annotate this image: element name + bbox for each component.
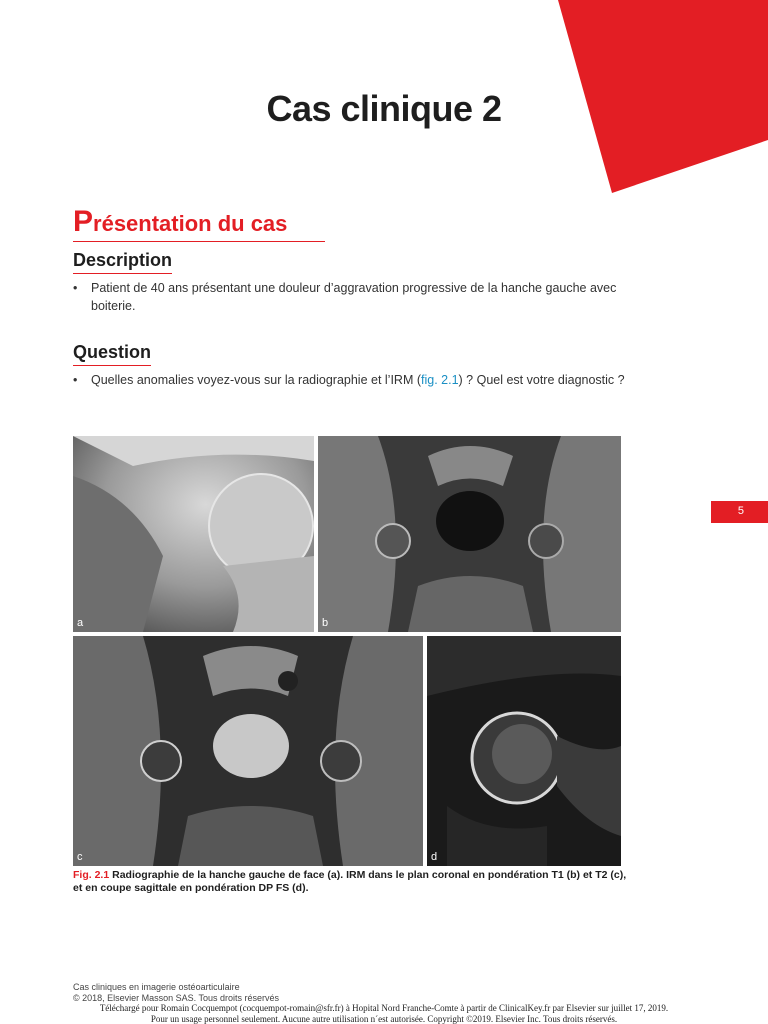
figure-caption-ref: Fig. 2.1 [73, 869, 110, 881]
book-footer [73, 982, 279, 1004]
panel-label-c: c [77, 851, 83, 863]
footer-book-title: Cas cliniques en imagerie ostéoarticulaire [73, 982, 240, 992]
question-heading: Question [73, 342, 151, 366]
panel-label-b: b [322, 617, 329, 629]
section-heading-initial: P [73, 205, 94, 238]
section-heading-rest: résentation du cas [93, 211, 288, 236]
figure-panel-a [73, 436, 314, 632]
question-bullet [73, 371, 633, 389]
page-number-tab [711, 501, 768, 523]
download-notice-line1: Téléchargé pour Romain Cocquempot (cocquempot-romain@sfr.fr) à Hopital Nord Franche-Comte à partir de ClinicalKey.fr par Elsevier sur juillet 17, 2019. [99, 1003, 669, 1013]
sagittal-dp-fs-mri-image [427, 636, 621, 866]
figure-panel-d [427, 636, 621, 866]
bullet-dot: • [73, 281, 78, 295]
footer-copyright: © 2018, Elsevier Masson SAS. Tous droits réservés [73, 993, 280, 1003]
panel-label-a: a [77, 617, 84, 629]
coronal-t1-mri-image [318, 436, 621, 632]
description-text: Patient de 40 ans présentant une douleur d’aggravation progressive de la hanche gauche avec boiterie. [91, 281, 617, 313]
figure-link[interactable]: fig. 2.1 [421, 373, 459, 387]
hip-radiograph-image [73, 436, 314, 632]
figure-panel-b [318, 436, 621, 632]
page-title: Cas clinique 2 [266, 88, 502, 129]
question-text-start: Quelles anomalies voyez-vous sur la radiographie et l’IRM ( [91, 373, 422, 387]
question-text [91, 371, 633, 389]
description-bullet [73, 279, 633, 315]
page-number: 5 [737, 505, 744, 517]
coronal-t2-mri-image [73, 636, 423, 866]
bullet-dot: • [73, 373, 78, 387]
figure-panel-c [73, 636, 423, 866]
question-text-end: ) ? Quel est votre diagnostic ? [458, 373, 625, 387]
figure-caption-text: Radiographie de la hanche gauche de face (a). IRM dans le plan coronal en pondération T1 (b) et T2 (c), et en coupe sagittale en pondération DP FS (d). [73, 869, 627, 894]
description-heading: Description [73, 250, 172, 274]
download-notice [0, 1003, 768, 1024]
download-notice-line2: Pour un usage personnel seulement. Aucune autre utilisation n´est autorisée. Copyright ©2019. Elsevier Inc. Tous droits réservés. [150, 1013, 618, 1024]
section-heading [73, 205, 325, 242]
figure-caption [73, 869, 633, 895]
panel-label-d: d [431, 851, 438, 863]
